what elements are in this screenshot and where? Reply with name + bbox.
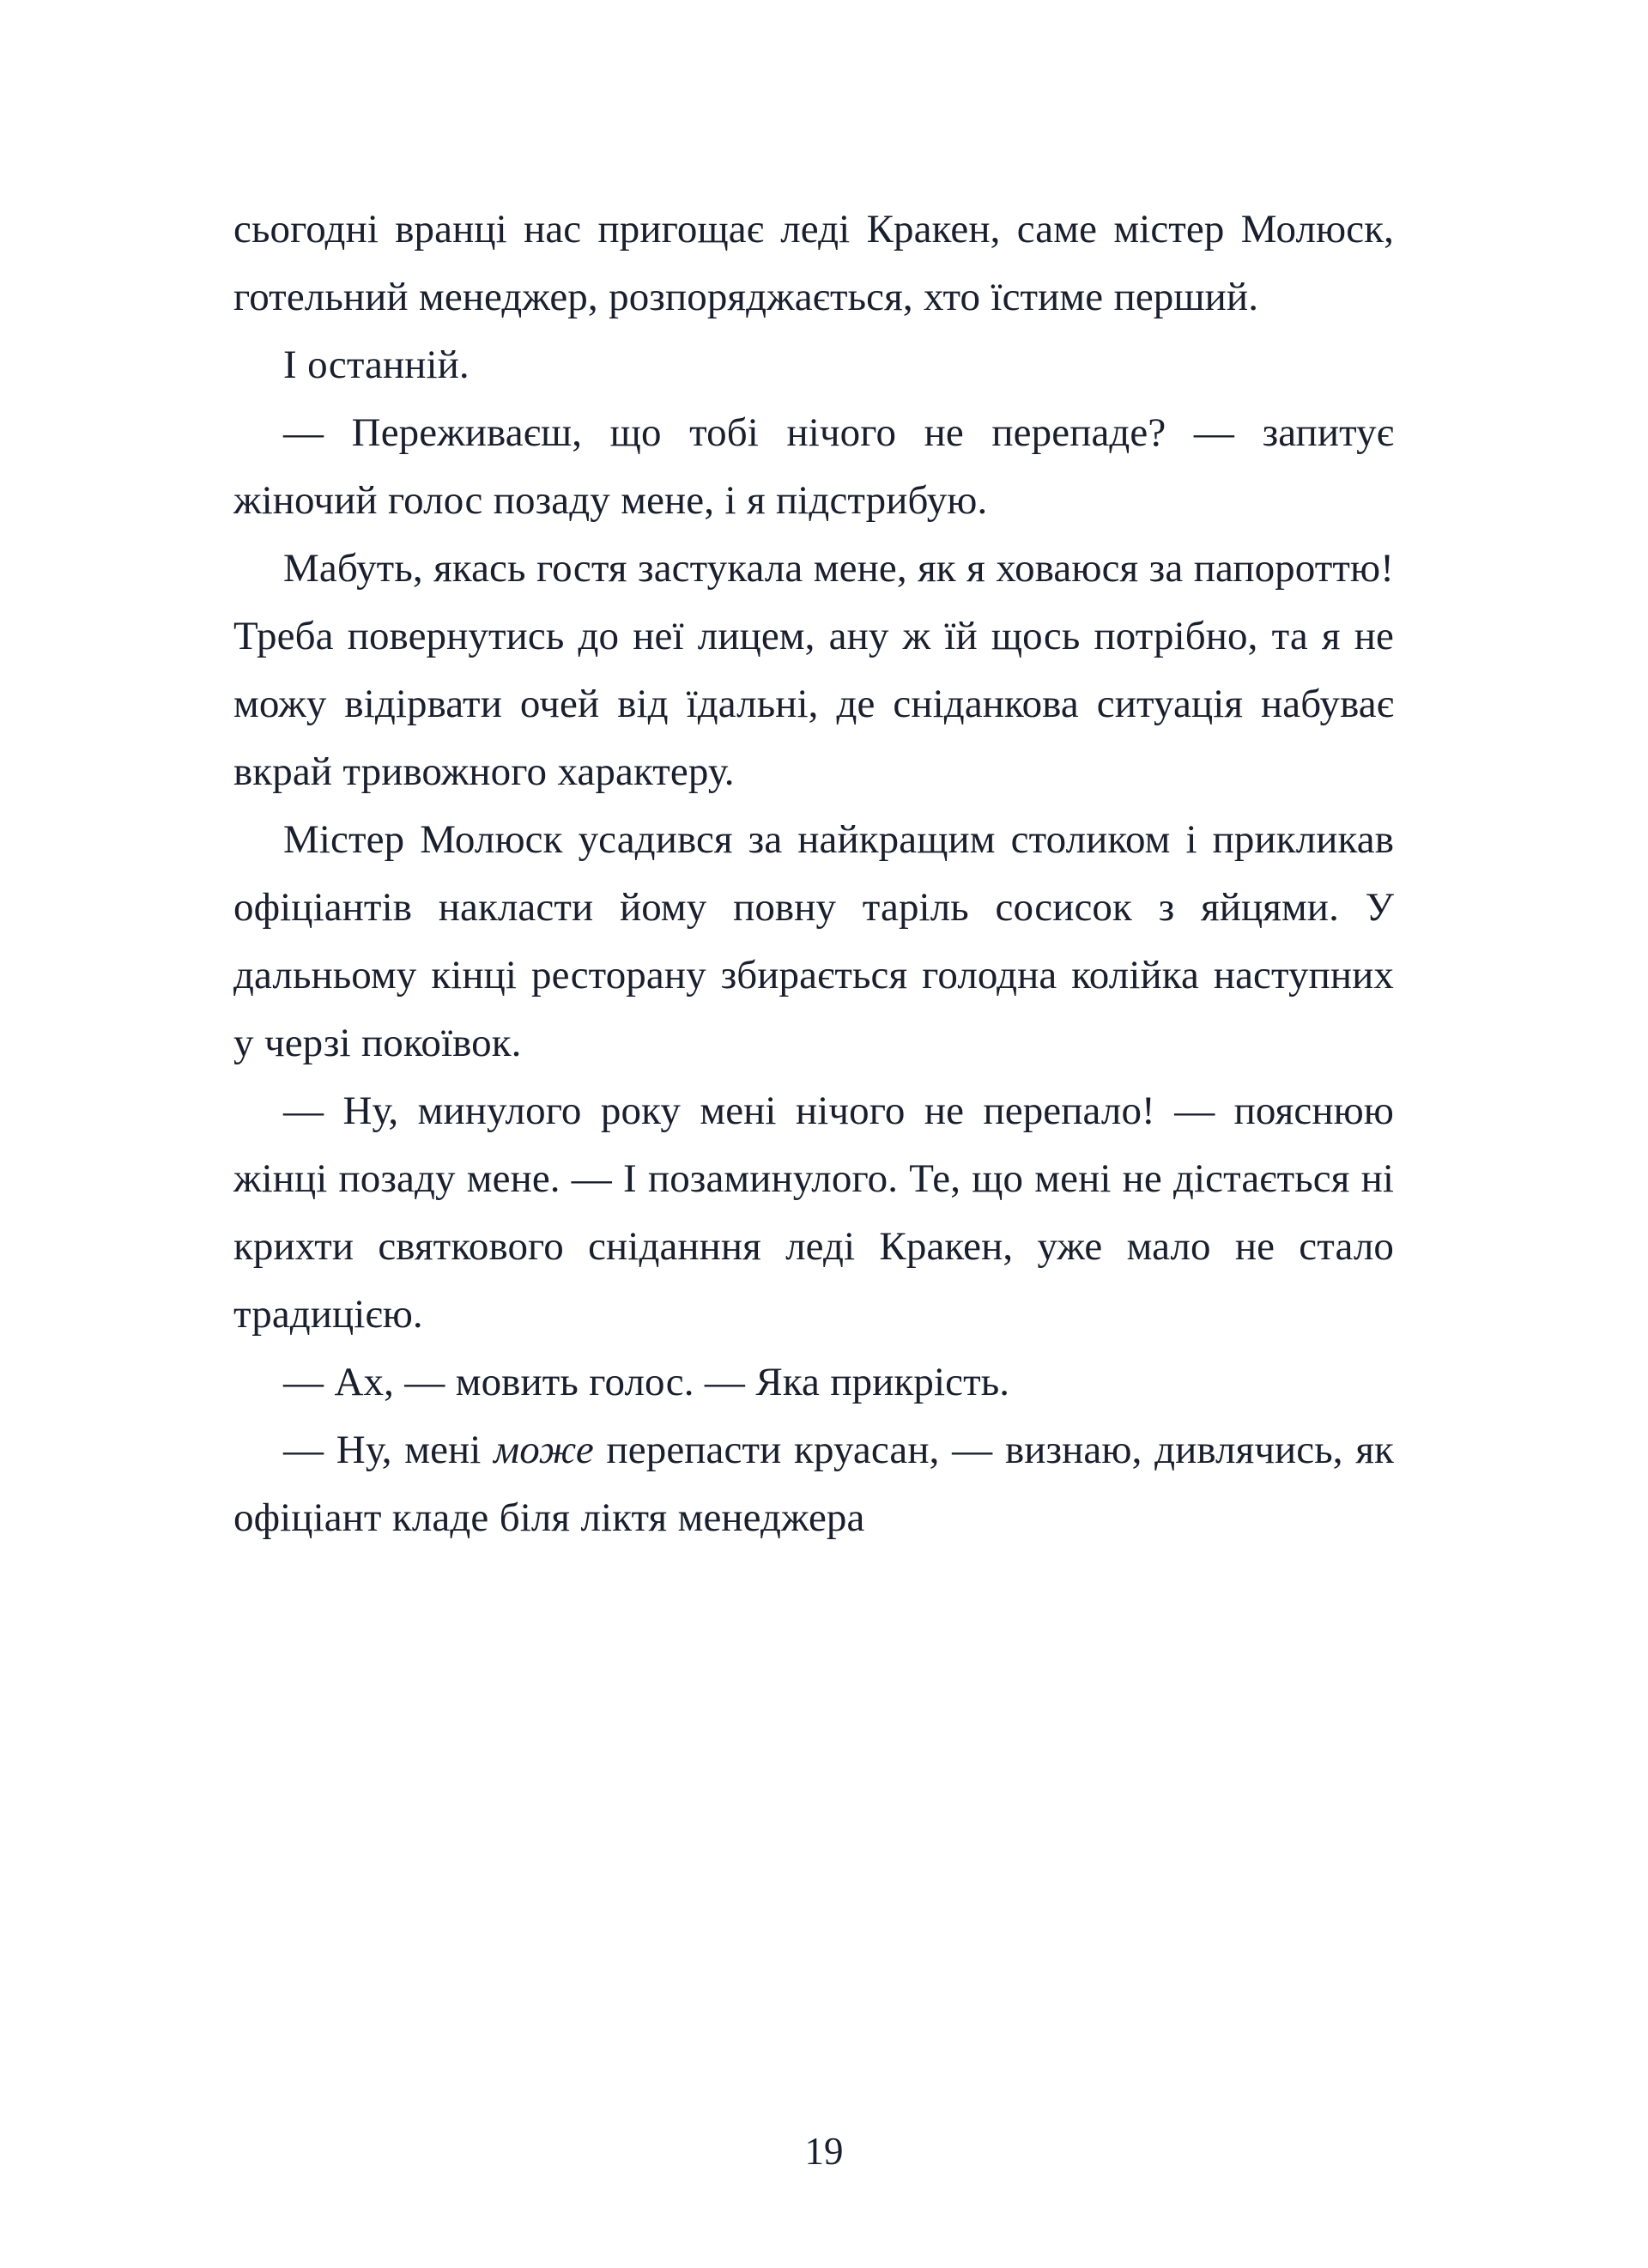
paragraph-8-text-after-italic: перепасти круасан, — визнаю, дивлячись, як офіціант кладе біля ліктя менеджера (233, 1428, 1394, 1540)
page-number: 19 (804, 2130, 844, 2173)
paragraph-8 (233, 1416, 1394, 1552)
paragraph-2: І останній. (283, 343, 470, 387)
paragraph-7: — Ах, — мовить голос. — Яка прикрість. (283, 1360, 1010, 1404)
emphasized-word: може (494, 1428, 594, 1472)
page-text-body (233, 196, 1394, 1552)
paragraph-3: — Переживаєш, що тобі нічого не перепаде? — запитує жіночий голос позаду мене, і я підстрибую. (233, 410, 1394, 523)
paragraph-6: — Ну, минулого року мені нічого не перепало! — пояснюю жінці позаду мене. — І позаминулого. Те, що мені не дістається ні крихти святкового сніданння леді Кракен, уже мало не стало традицією. (233, 1089, 1394, 1337)
paragraph-1: сьогодні вранці нас пригощає леді Кракен, саме містер Молюск, готельний менеджер, розпоряджається, хто їстиме перший. (233, 207, 1394, 319)
paragraph-5: Містер Молюск усадився за найкращим столиком і прикликав офіціантів накласти йому повну таріль сосисок з яйцями. У дальньому кінці ресторану збирається голодна колійка наступних у черзі покоївок. (233, 817, 1394, 1065)
paragraph-4: Мабуть, якась гостя застукала мене, як я ховаюся за папороттю! Треба повернутись до неї лицем, ану ж їй щось потрібно, та я не можу відірвати очей від їдальні, де сніданкова ситуація набуває вкрай тривожного характеру. (233, 546, 1394, 794)
paragraph-8-text-before-italic: — Ну, мені (283, 1428, 494, 1472)
